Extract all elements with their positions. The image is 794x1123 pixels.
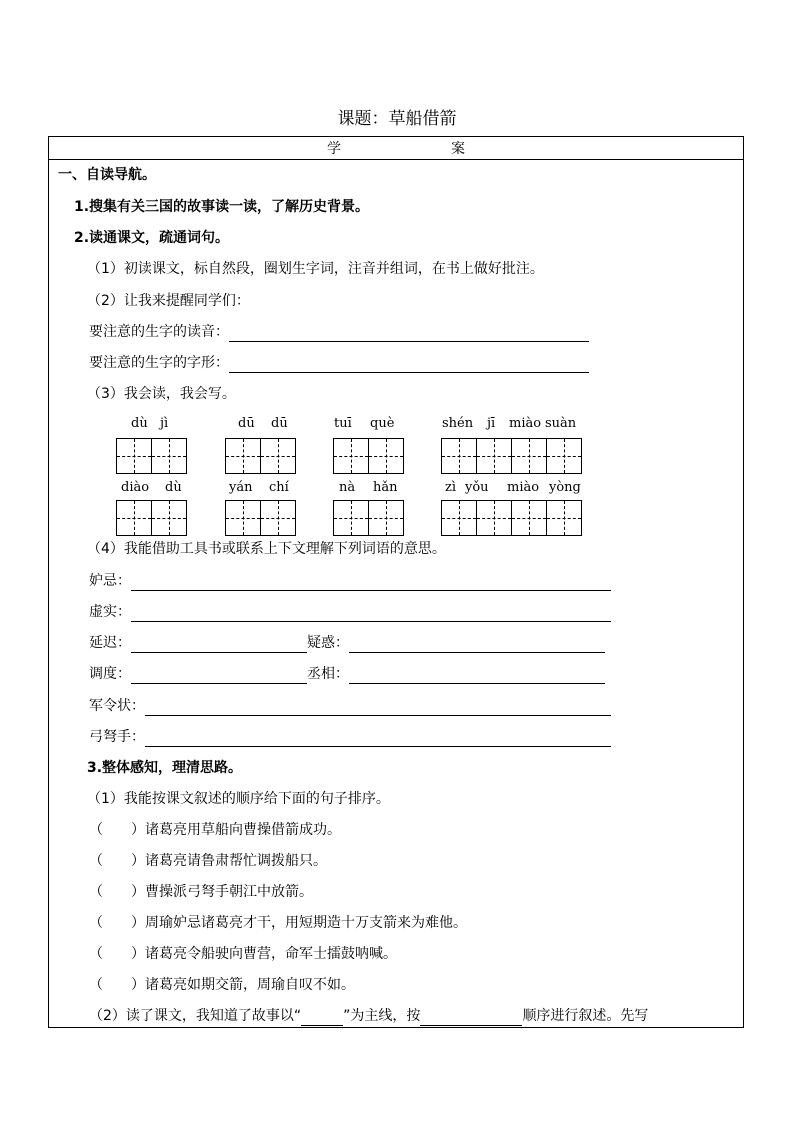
writing-grid[interactable] (333, 438, 403, 474)
remind-sound-blank[interactable] (229, 327, 589, 342)
pinyin-label: tuī (334, 416, 352, 431)
pinyin-label: miào (507, 480, 540, 495)
remind-sound-row (89, 322, 589, 342)
table-header (49, 137, 743, 160)
remind-shape-row (89, 353, 589, 373)
section-heading: 一、自读导航。 (58, 167, 156, 183)
word-blank[interactable] (131, 607, 611, 622)
writing-grid[interactable] (116, 438, 186, 474)
item-2: 2.读通课文，疏通词句。 (74, 230, 230, 246)
header-right: 案 (451, 141, 465, 157)
pinyin-label: chí (269, 480, 289, 495)
pinyin-label: dù (131, 416, 148, 431)
remind-shape-blank[interactable] (229, 358, 589, 373)
pinyin-label: jī (487, 416, 496, 431)
order-item[interactable]: （ ）曹操派弓弩手朝江中放箭。 (89, 884, 313, 900)
summary-text-c: 顺序进行叙述。先写 (522, 1008, 649, 1024)
pinyin-label: miào (509, 416, 542, 431)
pinyin-label: hǎn (373, 480, 398, 495)
item-1: 1.搜集有关三国的故事读一读，了解历史背景。 (74, 199, 370, 215)
word-label: 延迟： (89, 635, 131, 651)
word-label: 弓弩手： (89, 729, 145, 745)
word-label: 调度： (89, 666, 131, 682)
order-intro: （1）我能按课文叙述的顺序给下面的句子排序。 (87, 791, 390, 807)
worksheet-table (48, 136, 744, 1028)
sub-item-3: （3）我会读，我会写。 (87, 386, 236, 402)
word-row-gongnushou (89, 727, 611, 747)
word-row-junlingzhuang (89, 696, 611, 716)
mainline-blank[interactable] (301, 1011, 343, 1026)
word-label: 虚实： (89, 604, 131, 620)
remind-sound-label: 要注意的生字的读音： (89, 324, 229, 340)
writing-grid[interactable] (225, 500, 295, 536)
word-blank[interactable] (131, 576, 611, 591)
word-row-xushi (89, 602, 611, 622)
header-left: 学 (327, 141, 341, 157)
pinyin-label: shén (442, 416, 474, 431)
remind-shape-label: 要注意的生字的字形： (89, 355, 229, 371)
sub-item-2: （2）让我来提醒同学们： (87, 293, 250, 309)
word-row-duji (89, 571, 611, 591)
summary-text-b: ”为主线，按 (343, 1008, 421, 1024)
word-blank[interactable] (145, 701, 611, 716)
order-item[interactable]: （ ）周瑜妒忌诸葛亮才干，用短期造十万支箭来为难他。 (89, 915, 467, 931)
summary-line (89, 1006, 648, 1026)
pinyin-label: dū (238, 416, 255, 431)
order-item[interactable]: （ ）诸葛亮用草船向曹操借箭成功。 (89, 822, 341, 838)
word-blank[interactable] (349, 669, 605, 684)
pinyin-label: jì (160, 416, 169, 431)
word-label: 妒忌： (89, 573, 131, 589)
word-row-diaodu (89, 664, 605, 684)
writing-grid[interactable] (116, 500, 186, 536)
word-label: 丞相： (307, 666, 349, 682)
word-blank[interactable] (145, 732, 611, 747)
word-label: 军令状： (89, 698, 145, 714)
item-3: 3.整体感知，理清思路。 (87, 760, 243, 776)
word-row-yanchi (89, 633, 605, 653)
word-blank[interactable] (131, 638, 307, 653)
summary-text-a: （2）读了课文，我知道了故事以“ (89, 1008, 302, 1024)
order-item[interactable]: （ ）诸葛亮令船驶向曹营，命军士擂鼓呐喊。 (89, 946, 397, 962)
pinyin-label: nà (339, 480, 356, 495)
pinyin-label: suàn (545, 416, 577, 431)
writing-grid[interactable] (333, 500, 403, 536)
word-blank[interactable] (349, 638, 605, 653)
pinyin-label: dù (165, 480, 182, 495)
sub-item-4: （4）我能借助工具书或联系上下文理解下列词语的意思。 (87, 541, 446, 557)
writing-grid[interactable] (225, 438, 295, 474)
writing-grid[interactable] (441, 438, 581, 474)
order-blank[interactable] (420, 1011, 522, 1026)
sub-item-1: （1）初读课文，标自然段，圈划生字词，注音并组词，在书上做好批注。 (87, 261, 544, 277)
pinyin-label: yán (229, 480, 253, 495)
pinyin-label: yòng (549, 480, 581, 495)
order-item[interactable]: （ ）诸葛亮如期交箭，周瑜自叹不如。 (89, 977, 355, 993)
pinyin-label: dū (271, 416, 288, 431)
pinyin-label: yǒu (465, 480, 489, 495)
writing-grid[interactable] (441, 500, 581, 536)
order-item[interactable]: （ ）诸葛亮请鲁肃帮忙调拨船只。 (89, 853, 327, 869)
pinyin-label: zì (445, 480, 457, 495)
word-label: 疑惑： (307, 635, 349, 651)
page-title: 课题：草船借箭 (337, 109, 457, 129)
word-blank[interactable] (131, 669, 307, 684)
pinyin-label: diào (121, 480, 150, 495)
pinyin-label: què (370, 416, 395, 431)
